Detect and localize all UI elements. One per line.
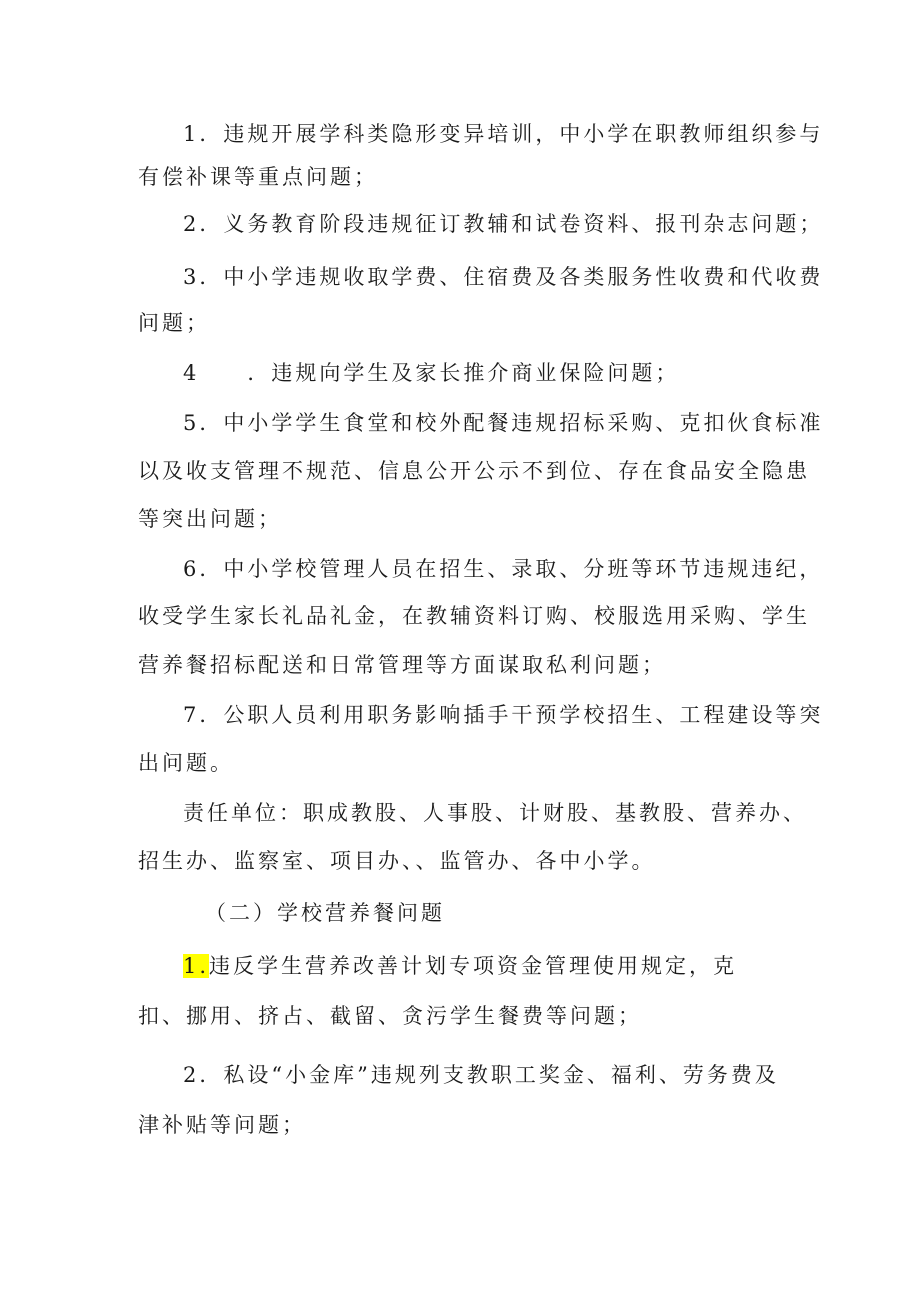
section-item-1-text: 违反学生营养改善计划专项资金管理使用规定，克	[209, 954, 738, 978]
item-2-line-1: 2．义务教育阶段违规征订教辅和试卷资料、报刊杂志问题；	[183, 212, 824, 236]
item-6-line-2: 收受学生家长礼品礼金，在教辅资料订购、校服选用采购、学生	[138, 604, 810, 628]
item-5-line-1: 5．中小学学生食堂和校外配餐违规招标采购、克扣伙食标准	[183, 411, 824, 435]
responsibility-line-2: 招生办、监察室、项目办、、监管办、各中小学。	[138, 849, 656, 873]
highlighted-number: 1.	[183, 954, 210, 978]
item-5-line-3: 等突出问题；	[138, 507, 282, 531]
section-item-2-line-2: 津补贴等问题；	[138, 1113, 306, 1137]
item-3-line-2: 问题；	[138, 311, 210, 335]
item-1-line-2: 有偿补课等重点问题；	[138, 165, 378, 189]
item-5-line-2: 以及收支管理不规范、信息公开公示不到位、存在食品安全隐患	[138, 459, 810, 483]
item-4-line-1: 4 ．违规向学生及家长推介商业保险问题；	[183, 361, 680, 385]
section-item-1-line-1	[183, 953, 737, 979]
item-7-line-1: 7．公职人员利用职务影响插手干预学校招生、工程建设等突	[183, 703, 824, 727]
item-6-line-1: 6．中小学校管理人员在招生、录取、分班等环节违规违纪，	[183, 557, 824, 581]
section-item-2-line-1: 2．私设“小金库”违规列支教职工奖金、福利、劳务费及	[183, 1063, 779, 1087]
item-3-line-1: 3．中小学违规收取学费、住宿费及各类服务性收费和代收费	[183, 265, 824, 289]
section-item-1-line-2: 扣、挪用、挤占、截留、贪污学生餐费等问题；	[138, 1004, 642, 1028]
section-heading: （二）学校营养餐问题	[205, 901, 445, 925]
item-7-line-2: 出问题。	[138, 751, 234, 775]
item-6-line-3: 营养餐招标配送和日常管理等方面谋取私利问题；	[138, 653, 666, 677]
item-1-line-1: 1．违规开展学科类隐形变异培训，中小学在职教师组织参与	[183, 122, 824, 146]
responsibility-line-1: 责任单位：职成教股、人事股、计财股、基教股、营养办、	[183, 801, 807, 825]
